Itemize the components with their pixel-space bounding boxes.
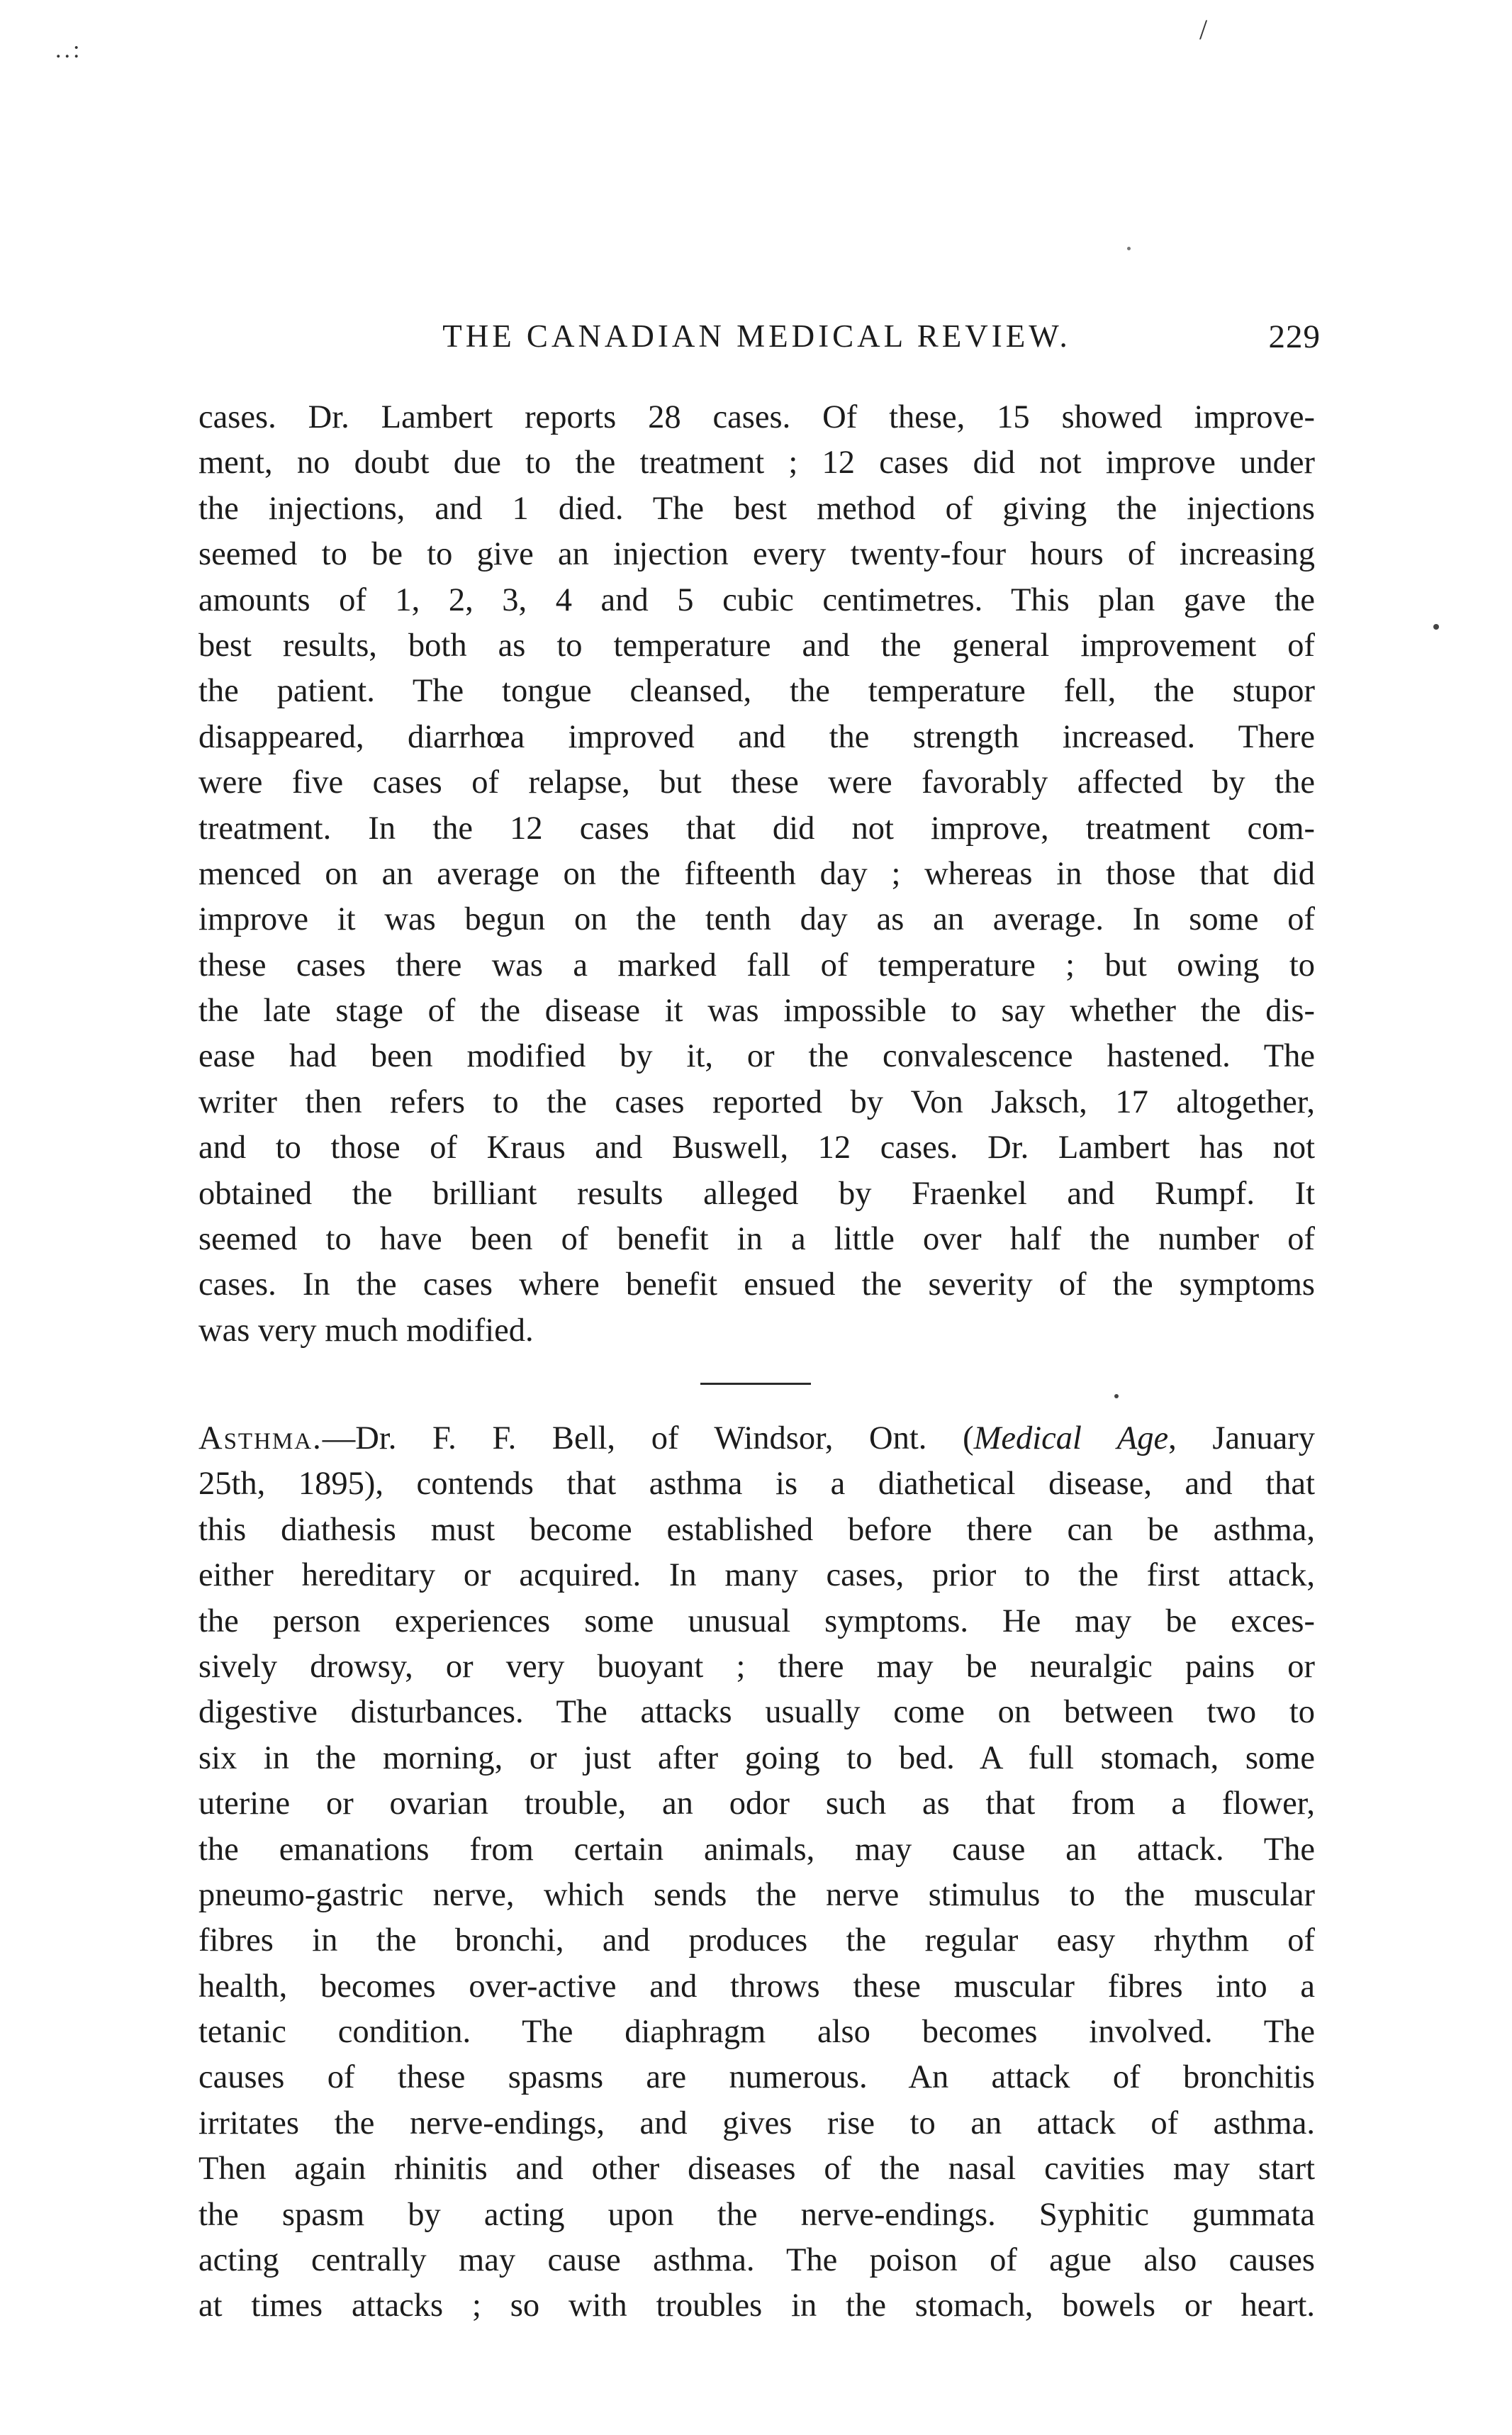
- text-line: cases. Dr. Lambert reports 28 cases. Of these, 15 showed improve-: [198, 399, 1315, 435]
- text-line: best results, both as to temperature and the general improvement of: [198, 627, 1315, 664]
- text-line: amounts of 1, 2, 3, 4 and 5 cubic centimetres. This plan gave the: [198, 581, 1315, 618]
- text-line: causes of these spasms are numerous. An attack of bronchitis: [198, 2059, 1315, 2096]
- text-line: improve it was begun on the tenth day as an average. In some of: [198, 901, 1315, 938]
- section-divider: [700, 1383, 811, 1385]
- paragraph-asthma: [198, 1416, 1315, 2329]
- text-line: tetanic condition. The diaphragm also becomes involved. The: [198, 2014, 1315, 2051]
- text-line: uterine or ovarian trouble, an odor such as that from a flower,: [198, 1785, 1315, 1822]
- text-line: was very much modified.: [198, 1312, 534, 1349]
- text-line: acting centrally may cause asthma. The poison of ague also causes: [198, 2242, 1315, 2279]
- text-line: irritates the nerve-endings, and gives rise to an attack of asthma.: [198, 2105, 1315, 2141]
- text-line: Then again rhinitis and other diseases of the nasal cavities may start: [198, 2151, 1315, 2188]
- text-line: and to those of Kraus and Buswell, 12 cases. Dr. Lambert has not: [198, 1130, 1315, 1166]
- text-line: six in the morning, or just after going to bed. A full stomach, some: [198, 1739, 1315, 1776]
- text-line: seemed to have been of benefit in a little over half the number of: [198, 1221, 1315, 1258]
- text-line: at times attacks ; so with troubles in the stomach, bowels or heart.: [198, 2288, 1315, 2324]
- text-line: the spasm by acting upon the nerve-endings. Syphitic gummata: [198, 2196, 1315, 2233]
- page-number: 229: [1268, 318, 1321, 355]
- text-line: disappeared, diarrhœa improved and the strength increased. There: [198, 718, 1315, 755]
- paragraph-typhoid-cases: [198, 395, 1315, 1354]
- section-heading: Asthma.: [198, 1420, 323, 1456]
- journal-name: Medical Age: [973, 1420, 1169, 1456]
- text-line: pneumo-gastric nerve, which sends the nerve stimulus to the muscular: [198, 1876, 1315, 1913]
- text-line: these cases there was a marked fall of temperature ; but owing to: [198, 947, 1315, 984]
- text-line: writer then refers to the cases reported by Von Jaksch, 17 altogether,: [198, 1083, 1315, 1120]
- text-line: either hereditary or acquired. In many cases, prior to the first attack,: [198, 1557, 1315, 1594]
- text-line: the late stage of the disease it was impossible to say whether the dis-: [198, 993, 1315, 1030]
- text-line: this diathesis must become established before there can be asthma,: [198, 1511, 1315, 1548]
- text-run: , January: [1168, 1420, 1316, 1456]
- text-line: 25th, 1895), contends that asthma is a diathetical disease, and that: [198, 1466, 1315, 1503]
- text-line: sively drowsy, or very buoyant ; there may be neuralgic pains or: [198, 1648, 1315, 1685]
- text-line: the person experiences some unusual symptoms. He may be exces-: [198, 1603, 1315, 1639]
- text-line: ment, no doubt due to the treatment ; 12 cases did not improve under: [198, 445, 1315, 481]
- text-line: cases. In the cases where benefit ensued the severity of the symptoms: [198, 1266, 1315, 1303]
- margin-mark-top-right: /: [1199, 13, 1208, 45]
- margin-mark-top-left: ..:: [55, 37, 83, 63]
- text-run: —Dr. F. F. Bell, of Windsor, Ont. (: [322, 1420, 974, 1456]
- speck-mark: [1127, 247, 1131, 250]
- speck-mark: [1114, 1394, 1119, 1398]
- text-line: digestive disturbances. The attacks usually come on between two to: [198, 1694, 1315, 1731]
- text-line: ease had been modified by it, or the convalescence hastened. The: [198, 1038, 1315, 1075]
- text-line: health, becomes over-active and throws these muscular fibres into a: [198, 1968, 1315, 2005]
- text-line: the patient. The tongue cleansed, the temperature fell, the stupor: [198, 673, 1315, 710]
- text-line: the emanations from certain animals, may cause an attack. The: [198, 1831, 1315, 1868]
- speck-mark: [1433, 624, 1439, 630]
- text-line: the injections, and 1 died. The best method of giving the injections: [198, 490, 1315, 527]
- text-line-first: [198, 1416, 1315, 1461]
- journal-title: THE CANADIAN MEDICAL REVIEW.: [442, 318, 1071, 354]
- text-line: treatment. In the 12 cases that did not improve, treatment com-: [198, 810, 1315, 847]
- text-line: seemed to be to give an injection every twenty-four hours of increasing: [198, 536, 1315, 573]
- text-line: obtained the brilliant results alleged by Fraenkel and Rumpf. It: [198, 1175, 1315, 1212]
- running-header: [198, 318, 1321, 367]
- text-line: menced on an average on the fifteenth day ; whereas in those that did: [198, 855, 1315, 892]
- text-line: fibres in the bronchi, and produces the regular easy rhythm of: [198, 1922, 1315, 1959]
- text-line: were five cases of relapse, but these were favorably affected by the: [198, 764, 1315, 801]
